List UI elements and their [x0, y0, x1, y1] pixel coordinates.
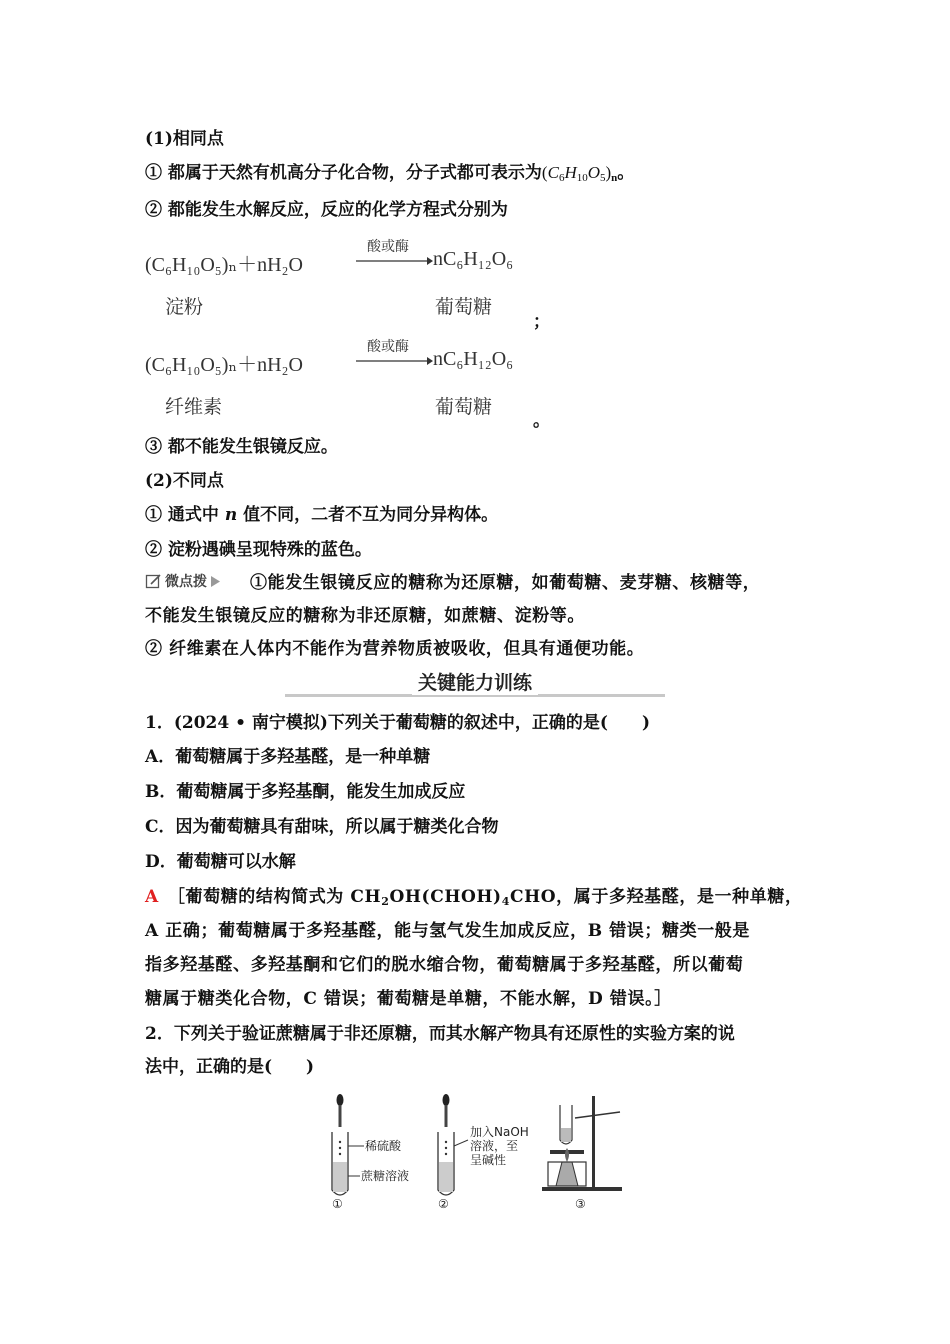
- training-section-title: [285, 668, 665, 696]
- tip-badge: [145, 571, 221, 591]
- label-naoh-line-1: 加入NaOH: [470, 1125, 529, 1139]
- experiment-figure: [320, 1090, 640, 1220]
- equation-2-left: (C₆H₁₀O₅)ₙ＋nH₂O: [145, 354, 303, 376]
- q1-option-c: C．因为葡萄糖具有甜味，所以属于糖类化合物: [145, 817, 499, 837]
- test-tube-1: [332, 1132, 348, 1195]
- diff-point-2: ② 淀粉遇碘呈现特殊的蓝色。: [145, 540, 372, 560]
- equation-1-reactant-name: 淀粉: [165, 296, 204, 318]
- q1-explanation-line-1: A ［葡萄糖的结构简式为 $CH_2OH(CHOH)_4CHO$，属于多羟基醛，是一种单糖，: [145, 887, 803, 908]
- triangle-right-icon: [210, 575, 221, 588]
- q1-option-a: A．葡萄糖属于多羟基醛，是一种单糖: [145, 747, 431, 767]
- equation-2-end: 。: [533, 411, 550, 431]
- dropper-1: [337, 1094, 344, 1127]
- q1-explanation-line-4: 糖属于糖类化合物，C 错误；葡萄糖是单糖，不能水解，D 错误。］: [145, 989, 672, 1009]
- q1-answer: A: [145, 887, 159, 907]
- same-point-3: ③ 都不能发生银镜反应。: [145, 437, 338, 457]
- tip-line-1: ①能发生银镜反应的糖称为还原糖，如葡萄糖、麦芽糖、核糖等，: [250, 573, 761, 593]
- pencil-note-icon: [145, 573, 162, 590]
- pointer-naoh: [454, 1140, 468, 1146]
- tip-line-2: 不能发生银镜反应的糖称为非还原糖，如蔗糖、淀粉等。: [145, 606, 585, 626]
- equation-1-right: nC₆H₁₂O₆: [433, 248, 514, 270]
- molecular-formula: $(C_6H_{10}O_5)_n$: [541, 163, 618, 184]
- diff-point-1: ① 通式中 n 值不同，二者不互为同分异构体。: [145, 505, 499, 525]
- q2-stem-line-1: 2．下列关于验证蔗糖属于非还原糖，而其水解产物具有还原性的实验方案的说: [145, 1024, 735, 1044]
- heading-same-points: (1)相同点: [145, 129, 224, 149]
- equation-1-left: (C₆H₁₀O₅)ₙ＋nH₂O: [145, 254, 303, 276]
- label-step-3: ③: [575, 1197, 586, 1211]
- dropper-2: [443, 1094, 450, 1127]
- training-title-text: 关键能力训练: [412, 668, 538, 695]
- label-naoh-line-3: 呈碱性: [470, 1153, 507, 1167]
- same-point-2: ② 都能发生水解反应，反应的化学方程式分别为: [145, 200, 508, 220]
- heating-setup: [542, 1096, 622, 1191]
- label-dilute-sulfuric-acid: 稀硫酸: [365, 1139, 402, 1153]
- equation-1-condition: 酸或酶: [367, 239, 409, 255]
- label-step-1: ①: [332, 1197, 343, 1211]
- heading-diff-points: (2)不同点: [145, 471, 224, 491]
- tip-badge-label: 微点拨: [165, 574, 207, 590]
- q1-stem: 1．(2024 • 南宁模拟)下列关于葡萄糖的叙述中，正确的是( ): [145, 713, 651, 733]
- label-sucrose-solution: 蔗糖溶液: [361, 1169, 410, 1183]
- label-naoh-line-2: 溶液，至: [470, 1139, 519, 1153]
- equation-2-condition: 酸或酶: [367, 339, 409, 355]
- same-point-1: ① 都属于天然有机高分子化合物，分子式都可表示为$(C_6H_{10}O_5)_n$。: [145, 163, 635, 184]
- equation-1-product-name: 葡萄糖: [435, 296, 493, 318]
- equation-1-end: ；: [533, 312, 550, 332]
- q1-explanation-line-3: 指多羟基醛、多羟基酮和它们的脱水缩合物，葡萄糖属于多羟基醛，所以葡萄: [145, 955, 744, 975]
- equation-1-arrow: [355, 255, 433, 267]
- equation-2-reactant-name: 纤维素: [165, 396, 223, 418]
- q1-option-b: B．葡萄糖属于多羟基酮，能发生加成反应: [145, 782, 466, 802]
- equation-2-right: nC₆H₁₂O₆: [433, 348, 514, 370]
- label-step-2: ②: [438, 1197, 449, 1211]
- test-tube-2: [438, 1132, 454, 1195]
- q1-option-d: D．葡萄糖可以水解: [145, 852, 296, 872]
- equation-2-product-name: 葡萄糖: [435, 396, 493, 418]
- q1-explanation-line-2: A 正确；葡萄糖属于多羟基醛，能与氢气发生加成反应，B 错误；糖类一般是: [145, 921, 750, 941]
- q2-stem-line-2: 法中，正确的是( ): [145, 1057, 315, 1077]
- same-point-1-text: ① 都属于天然有机高分子化合物，分子式都可表示为: [145, 163, 542, 183]
- tip-line-3: ② 纤维素在人体内不能作为营养物质被吸收，但具有通便功能。: [145, 639, 645, 659]
- equation-2-arrow: [355, 355, 433, 367]
